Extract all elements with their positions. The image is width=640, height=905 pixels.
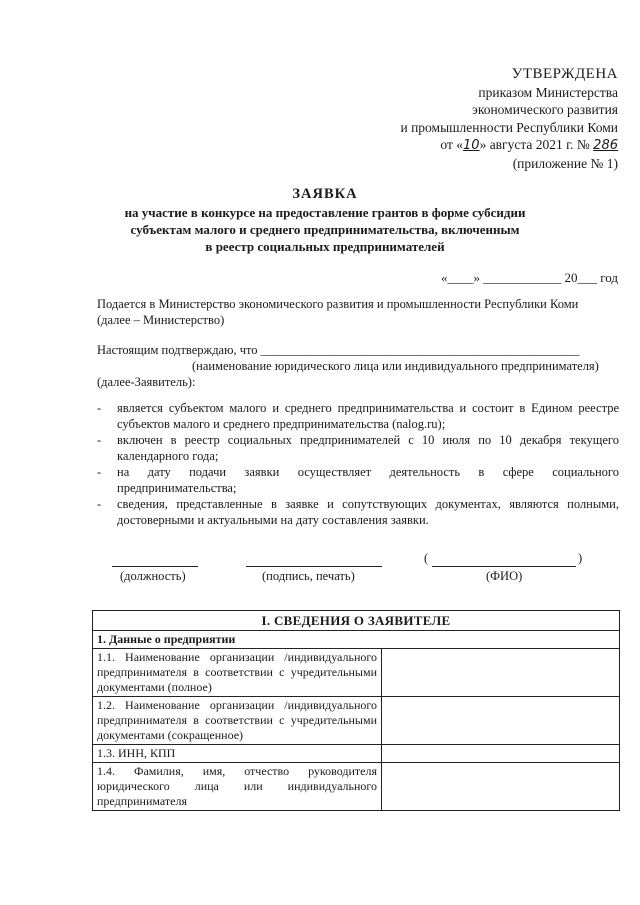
submitted-paragraph [97,296,627,328]
fio-label: (ФИО) [486,569,523,583]
title-sub-1: на участие в конкурсе на предоставление грантов в форме субсидии [124,205,526,220]
approval-date-middle: » августа 2021 г. № [479,137,590,152]
list-item: - включен в реестр социальных предпринимателей с 10 июля по 10 декабря текущего календарного года; [97,433,619,463]
fio-open-paren: ( [424,551,429,565]
row-label: 1.2. Наименование организации /индивидуального предпринимателя в соответствии с учредительными документами (сокращенное) [93,697,382,745]
approval-ministry-line: экономического развития [472,102,618,117]
subsection-title: 1. Данные о предприятии [93,631,620,649]
confirm-line-3: (далее-Заявитель): [97,375,196,389]
list-item: - на дату подачи заявки осуществляет деятельность в сфере социального предпринимательства; [97,465,619,495]
table-row [93,649,620,697]
approval-title: УТВЕРЖДЕНА [511,66,618,82]
approval-day: 10 [463,138,480,153]
title-main: ЗАЯВКА [292,186,358,202]
row-value-field[interactable] [382,697,620,745]
date-line: «____» ____________ 20___ год [441,270,618,285]
approval-block [318,66,618,172]
row-label: 1.4. Фамилия, имя, отчество руководителя юридического лица или индивидуального предпринимателя [93,763,382,811]
row-label: 1.3. ИНН, КПП [93,745,382,763]
document-title [90,186,560,255]
approval-number: 286 [593,138,618,153]
list-item: - сведения, представленные в заявке и сопутствующих документах, являются полными, достоверными и актуальными на дату составления заявки. [97,497,619,527]
fio-close-paren: ) [578,551,583,565]
submitted-line-1: Подается в Министерство экономического развития и промышленности Республики Коми [97,297,579,311]
position-label: (должность) [120,569,186,583]
signature-label: (подпись, печать) [262,569,355,583]
table-row [93,745,620,763]
table-row [93,697,620,745]
title-sub-2: субъектам малого и среднего предпринимательства, включенным [130,222,520,237]
approval-republic-line: и промышленности Республики Коми [400,119,618,135]
title-sub-3: в реестр социальных предпринимателей [205,239,445,254]
approval-appendix: (приложение № 1) [512,155,618,171]
section-title: I. СВЕДЕНИЯ О ЗАЯВИТЕЛЕ [93,611,620,631]
position-line[interactable] [112,566,198,567]
fio-line[interactable] [432,566,576,567]
confirm-hint: (наименование юридического лица или индивидуального предпринимателя) [192,359,599,373]
row-label: 1.1. Наименование организации /индивидуального предпринимателя в соответствии с учредительными документами (полное) [93,649,382,697]
signature-line[interactable] [246,566,382,567]
conditions-list [97,400,619,528]
row-value-field[interactable] [382,649,620,697]
approval-date-prefix: от « [440,137,464,152]
applicant-info-table [92,610,620,811]
list-item: - является субъектом малого и среднего предпринимательства и состоит в Едином реестре субъектов малого и среднего предпринимательства (nalog.ru); [97,401,619,431]
confirm-paragraph [97,342,622,390]
confirm-line-1: Настоящим подтверждаю, что ___________________________________________________ [97,343,580,357]
row-value-field[interactable] [382,745,620,763]
approval-order-line: приказом Министерства [478,84,618,100]
table-row [93,763,620,811]
submitted-line-2: (далее – Министерство) [97,313,225,327]
row-value-field[interactable] [382,763,620,811]
approval-date-line [318,136,618,155]
